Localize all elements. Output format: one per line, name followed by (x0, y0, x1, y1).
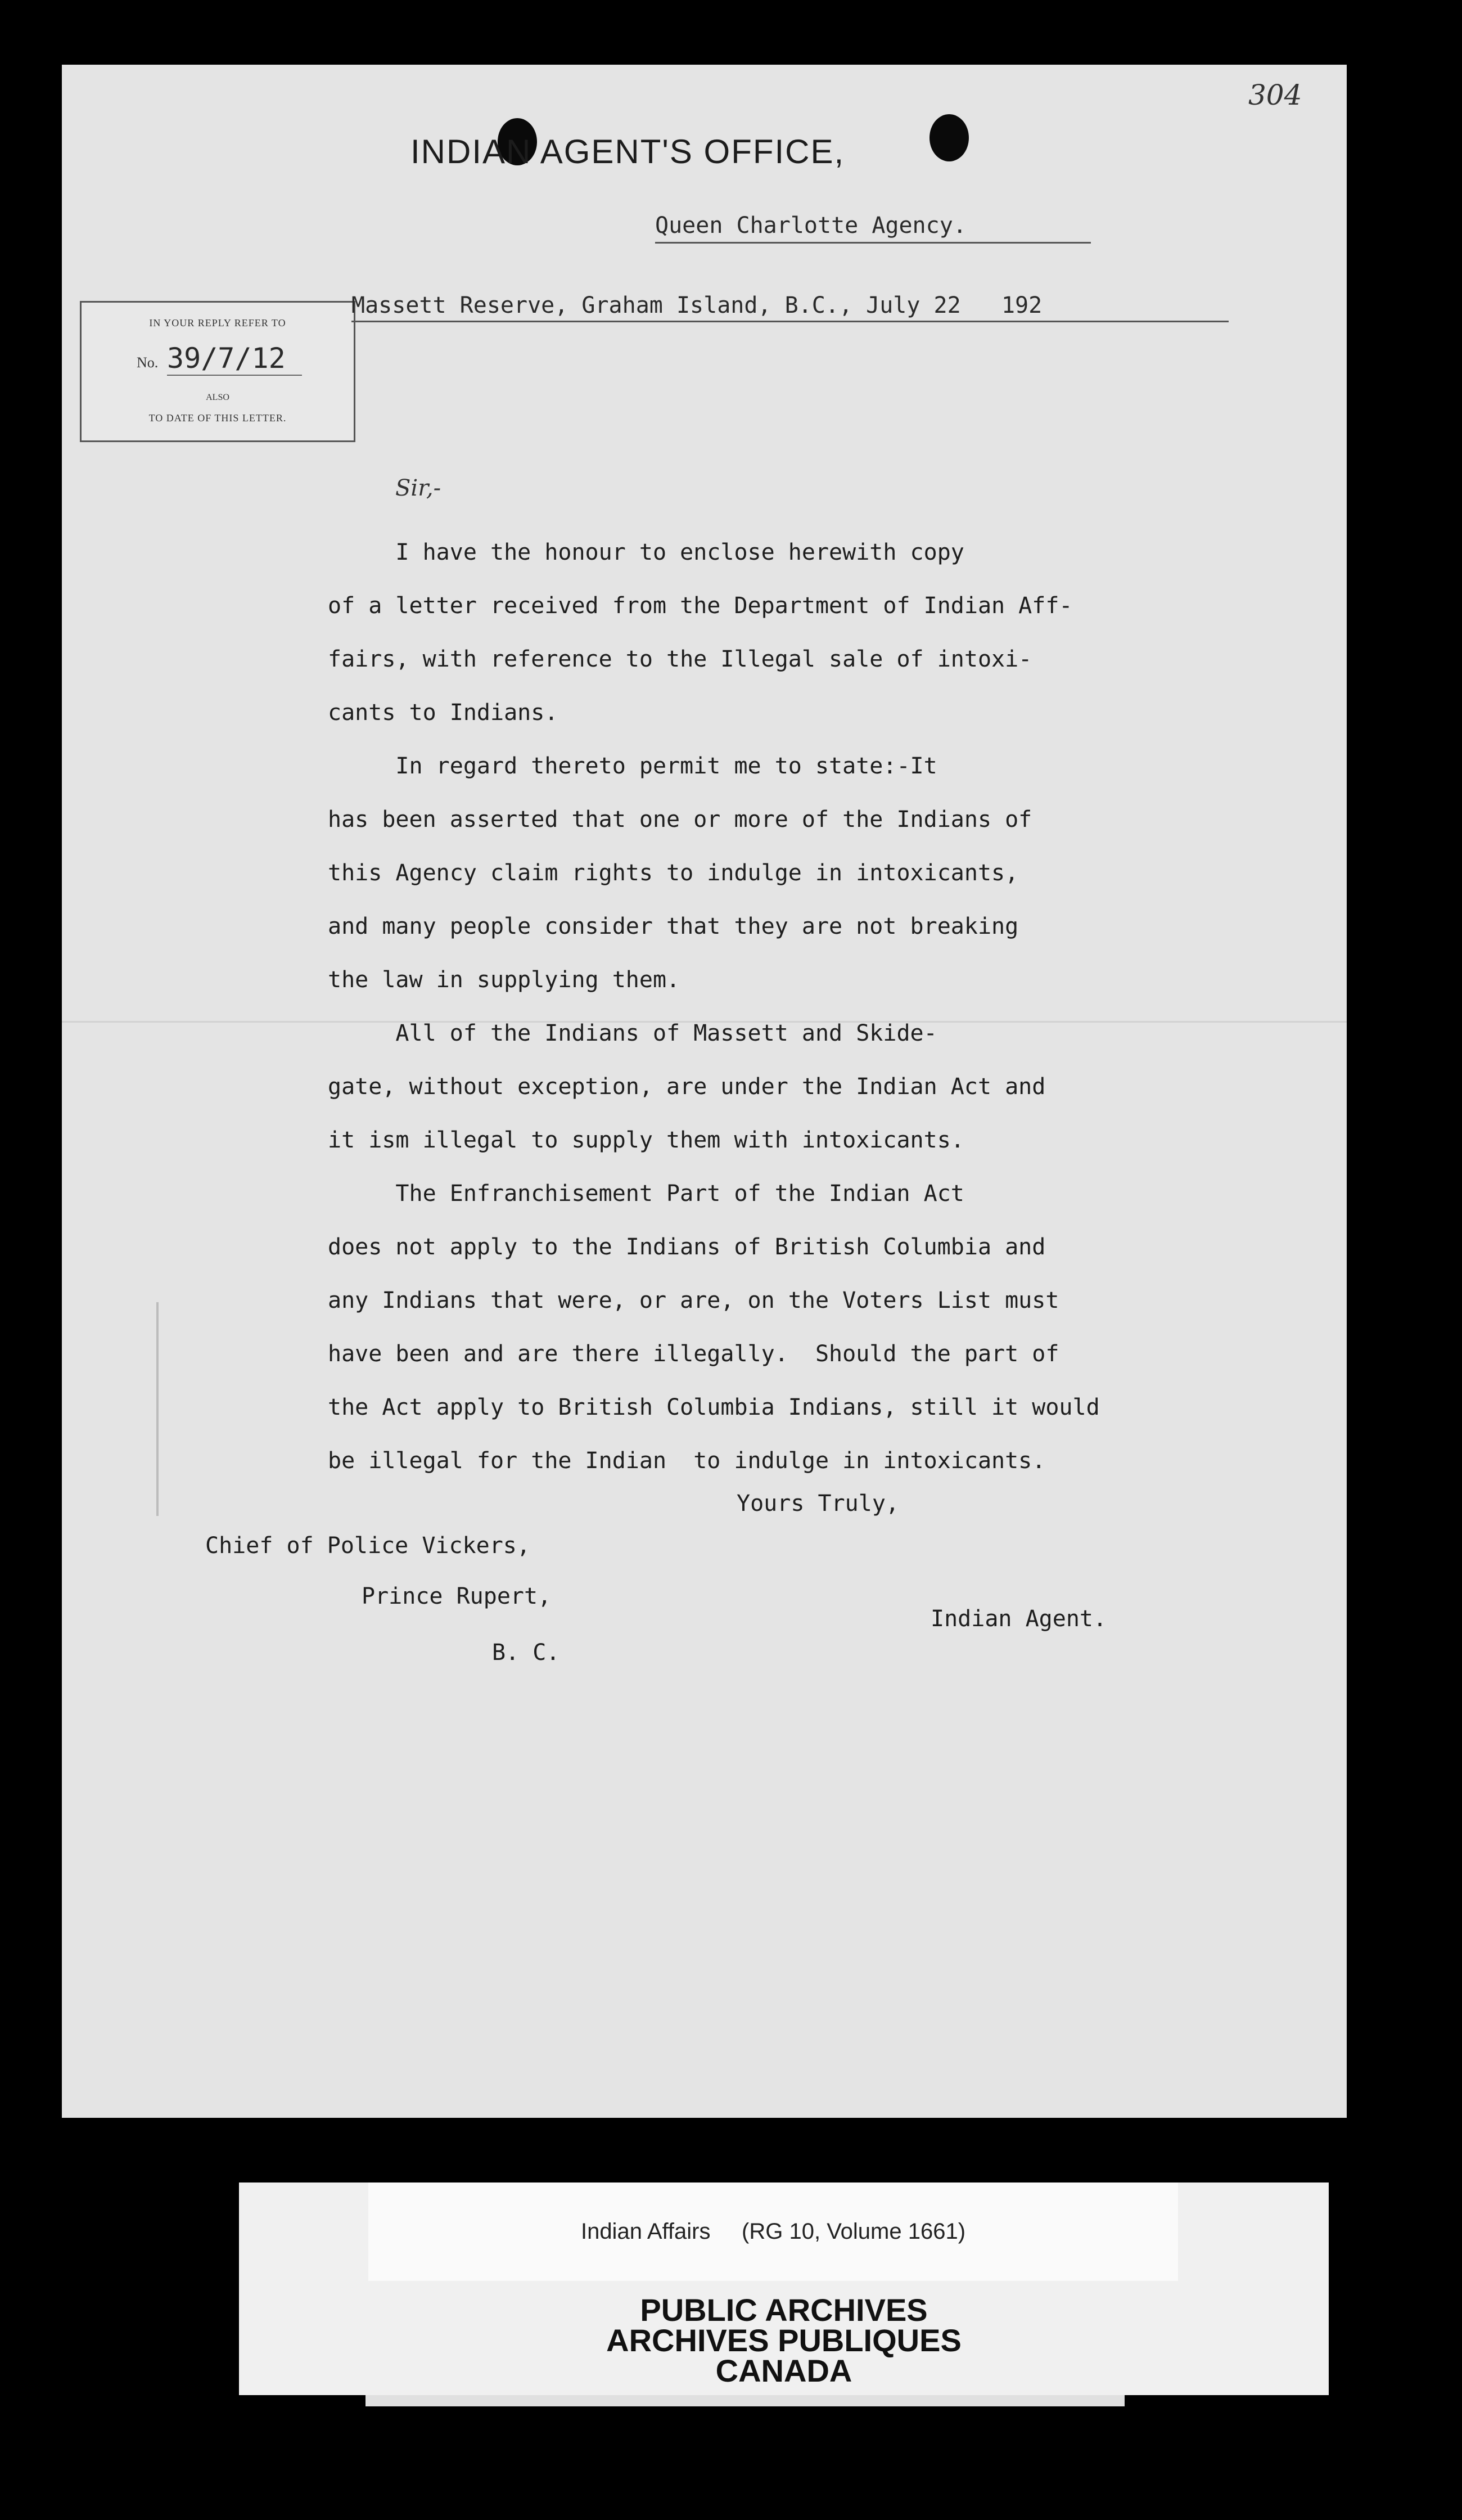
body-line: and many people consider that they are not breaking (328, 914, 1019, 939)
body-line: it ism illegal to supply them with intoxicants. (328, 1127, 964, 1153)
body-line: All of the Indians of Massett and Skide- (328, 1020, 937, 1046)
page-number: 304 (1248, 79, 1302, 111)
body-line: have been and are there illegally. Should the part of (328, 1341, 1059, 1367)
signature-title: Indian Agent. (931, 1606, 1107, 1632)
body-line: I have the honour to enclose herewith copy (328, 539, 964, 565)
body-line: the Act apply to British Columbia Indians, still it would (328, 1394, 1100, 1420)
archive-name-line-3: CANADA (715, 2353, 852, 2388)
reference-number: 39/7/12 (167, 342, 302, 376)
body-line: fairs, with reference to the Illegal sale of intoxi- (328, 646, 1032, 672)
closing: Yours Truly, (737, 1491, 899, 1516)
archive-label (239, 2182, 1329, 2395)
body-line: gate, without exception, are under the Indian Act and (328, 1074, 1046, 1100)
edge-mark (156, 1302, 159, 1516)
addressee-line-3: B. C. (492, 1640, 560, 1666)
body-line: any Indians that were, or are, on the Voters List must (328, 1288, 1059, 1313)
body-line: be illegal for the Indian to indulge in intoxicants. (328, 1448, 1046, 1474)
letter-body (328, 526, 1306, 1488)
letterhead-office: INDIAN AGENT'S OFFICE, (410, 133, 845, 170)
body-line: this Agency claim rights to indulge in intoxicants, (328, 860, 1019, 886)
reference-instruction: IN YOUR REPLY REFER TO (149, 317, 286, 328)
body-line: The Enfranchisement Part of the Indian Act (328, 1181, 964, 1207)
archive-name (239, 2292, 1329, 2388)
archive-name-line-1: PUBLIC ARCHIVES (640, 2292, 928, 2328)
body-line: of a letter received from the Department of Indian Aff- (328, 593, 1073, 619)
body-line: does not apply to the Indians of British Columbia and (328, 1234, 1046, 1260)
addressee-line-1: Chief of Police Vickers, (205, 1533, 530, 1559)
reference-also: ALSO (206, 393, 229, 402)
reference-date-note: TO DATE OF THIS LETTER. (148, 412, 287, 424)
punch-hole-right (929, 114, 969, 161)
addressee-line-2: Prince Rupert, (362, 1583, 552, 1609)
archive-name-line-2: ARCHIVES PUBLIQUES (606, 2323, 962, 2358)
reference-number-label: No. (137, 354, 159, 371)
body-line: the law in supplying them. (328, 967, 680, 993)
place-and-date: Massett Reserve, Graham Island, B.C., July 22 192 (351, 292, 1229, 322)
salutation: Sir,- (395, 475, 441, 501)
body-line: has been asserted that one or more of the Indians of (328, 807, 1032, 832)
archive-collection: Indian Affairs (RG 10, Volume 1661) (368, 2182, 1178, 2281)
reference-box (80, 301, 355, 442)
body-line: cants to Indians. (328, 700, 558, 726)
label-strip (366, 2395, 1125, 2406)
letterhead-agency: Queen Charlotte Agency. (655, 213, 1091, 244)
body-line: In regard thereto permit me to state:-It (328, 753, 937, 779)
